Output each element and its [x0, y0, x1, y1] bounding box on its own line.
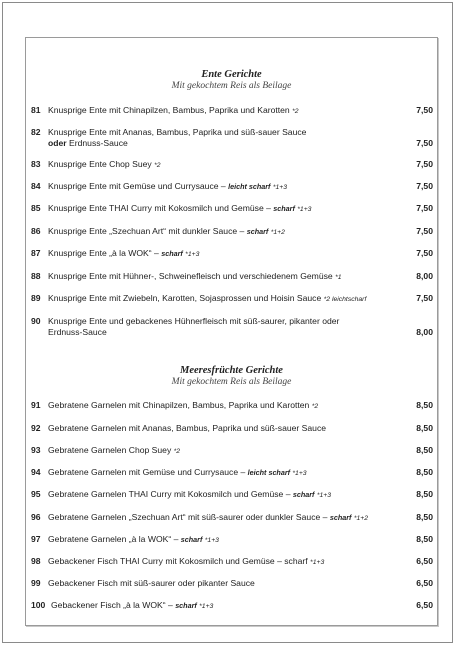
item-number: 85	[31, 203, 41, 213]
additive-note: *1+3	[204, 537, 219, 544]
item-number: 90	[31, 316, 41, 326]
item-text: Gebratene Garnelen „Szechuan Art“ mit süß-saurer oder dunkler Sauce –	[48, 512, 328, 522]
item-number: 84	[31, 181, 41, 191]
item-text: Knusprige Ente THAI Curry mit Kokosmilch und Gemüse –	[48, 203, 271, 213]
spice-level: scharf	[292, 490, 315, 499]
section-header-seafood	[26, 365, 437, 388]
spice-level: scharf	[273, 204, 295, 213]
item-text: Gebratene Garnelen THAI Curry mit Kokosmilch und Gemüse –	[48, 489, 291, 499]
item-price: 7,50	[416, 138, 433, 148]
additive-note: *1+2	[353, 515, 368, 522]
spice-level: scharf	[246, 227, 269, 236]
item-price: 8,50	[416, 467, 433, 477]
item-price: 6,50	[416, 578, 433, 588]
additive-note: *1+3	[297, 206, 312, 213]
item-number: 98	[31, 556, 41, 566]
item-description	[48, 203, 393, 215]
item-number: 100	[31, 600, 46, 610]
item-description	[48, 248, 393, 260]
item-price: 8,00	[416, 271, 433, 281]
item-price: 7,50	[416, 105, 433, 115]
item-text: Knusprige Ente mit Chinapilzen, Bambus, Paprika und Karotten	[48, 105, 290, 115]
item-price: 7,50	[416, 226, 433, 236]
spice-level: scharf	[180, 535, 203, 544]
spice-level: scharf	[161, 249, 183, 258]
item-description	[48, 271, 393, 283]
menu-card	[25, 37, 438, 626]
item-price: 6,50	[416, 556, 433, 566]
item-description	[48, 316, 368, 338]
item-number: 99	[31, 578, 41, 588]
item-text: Knusprige Ente und gebackenes Hühnerfleisch mit süß-saurer, pikanter oder Erdnuss-Sauce	[48, 316, 340, 337]
item-number: 81	[31, 105, 41, 115]
additive-note: *2 leichtscharf	[323, 296, 367, 303]
item-number: 89	[31, 293, 41, 303]
section-subtitle: Mit gekochtem Reis als Beilage	[171, 81, 292, 91]
additive-note: *1+3	[310, 559, 325, 566]
item-text: Knusprige Ente mit Hühner-, Schweinefleisch und verschiedenem Gemüse	[48, 271, 333, 281]
spice-level: leicht scharf	[247, 468, 291, 477]
item-number: 83	[31, 159, 41, 169]
item-number: 94	[31, 467, 41, 477]
item-description	[48, 181, 393, 193]
additive-note: *1+3	[316, 492, 332, 499]
item-text-emphasis: oder	[48, 138, 67, 148]
item-price: 7,50	[416, 203, 433, 213]
item-number: 97	[31, 534, 41, 544]
item-price: 8,50	[416, 512, 433, 522]
page-frame	[2, 2, 453, 643]
item-number: 96	[31, 512, 41, 522]
item-text: Knusprige Ente mit Gemüse und Currysauce –	[48, 181, 226, 191]
item-description	[48, 226, 393, 238]
item-price: 8,50	[416, 489, 433, 499]
item-number: 95	[31, 489, 41, 499]
section-title: Meeresfrüchte Gerichte	[180, 365, 283, 376]
section-header-duck	[26, 69, 437, 92]
item-description	[48, 159, 393, 171]
item-description	[48, 127, 393, 149]
spice-level: leicht scharf	[228, 182, 271, 191]
item-price: 7,50	[416, 159, 433, 169]
item-price: 8,50	[416, 534, 433, 544]
item-description	[48, 293, 393, 305]
item-description	[48, 556, 393, 568]
item-text: Gebratene Garnelen mit Chinapilzen, Bambus, Paprika und Karotten	[48, 400, 310, 410]
item-description	[48, 512, 393, 524]
item-number: 91	[31, 400, 41, 410]
additive-note: *1+3	[185, 251, 200, 258]
item-number: 92	[31, 423, 41, 433]
section-title: Ente Gerichte	[201, 69, 262, 80]
item-price: 7,50	[416, 248, 433, 258]
additive-note: *2	[311, 403, 319, 410]
item-price: 8,50	[416, 400, 433, 410]
additive-note: *2	[173, 448, 181, 455]
item-text-line2: Erdnuss-Sauce	[66, 138, 128, 148]
additive-note: *1+3	[272, 184, 288, 191]
item-price: 8,50	[416, 445, 433, 455]
item-description	[48, 445, 393, 457]
spice-level: scharf	[175, 601, 197, 610]
additive-note: *2	[292, 108, 299, 115]
item-price: 8,00	[416, 327, 433, 337]
item-text: Gebratene Garnelen mit Gemüse und Currysauce –	[48, 467, 246, 477]
item-number: 88	[31, 271, 41, 281]
item-description	[48, 534, 393, 546]
item-price: 6,50	[416, 600, 433, 610]
item-text: Gebackener Fisch THAI Curry mit Kokosmilch und Gemüse – scharf	[48, 556, 308, 566]
item-text: Knusprige Ente „Szechuan Art“ mit dunkler Sauce –	[48, 226, 245, 236]
additive-note: *2	[154, 162, 161, 169]
spice-level: scharf	[329, 513, 352, 522]
item-text: Gebackener Fisch „à la WOK“ –	[51, 600, 173, 610]
item-description	[51, 600, 396, 612]
additive-note: *1+3	[199, 603, 214, 610]
item-description	[48, 400, 393, 412]
item-text: Knusprige Ente mit Ananas, Bambus, Paprika und süß-sauer Sauce	[48, 127, 307, 137]
item-description	[48, 105, 393, 117]
item-text: Knusprige Ente Chop Suey	[48, 159, 152, 169]
item-description	[48, 578, 393, 589]
item-text: Gebratene Garnelen „à la WOK“ –	[48, 534, 179, 544]
item-text: Knusprige Ente mit Zwiebeln, Karotten, Sojasprossen und Hoisin Sauce	[48, 293, 322, 303]
additive-note: *1+3	[292, 470, 307, 477]
item-number: 87	[31, 248, 41, 258]
item-price: 8,50	[416, 423, 433, 433]
additive-note: *1	[335, 274, 342, 281]
item-price: 7,50	[416, 181, 433, 191]
item-number: 93	[31, 445, 41, 455]
item-description	[48, 489, 393, 501]
additive-note: *1+2	[270, 229, 285, 236]
item-number: 82	[31, 127, 41, 137]
item-text: Gebratene Garnelen mit Ananas, Bambus, Paprika und süß-sauer Sauce	[48, 423, 327, 433]
item-text: Gebackener Fisch mit süß-saurer oder pikanter Sauce	[48, 578, 255, 588]
item-description	[48, 467, 393, 479]
item-text: Gebratene Garnelen Chop Suey	[48, 445, 172, 455]
item-price: 7,50	[416, 293, 433, 303]
item-text: Knusprige Ente „à la WOK“ –	[48, 248, 159, 258]
item-number: 86	[31, 226, 41, 236]
item-description	[48, 423, 393, 434]
section-subtitle: Mit gekochtem Reis als Beilage	[171, 377, 292, 387]
